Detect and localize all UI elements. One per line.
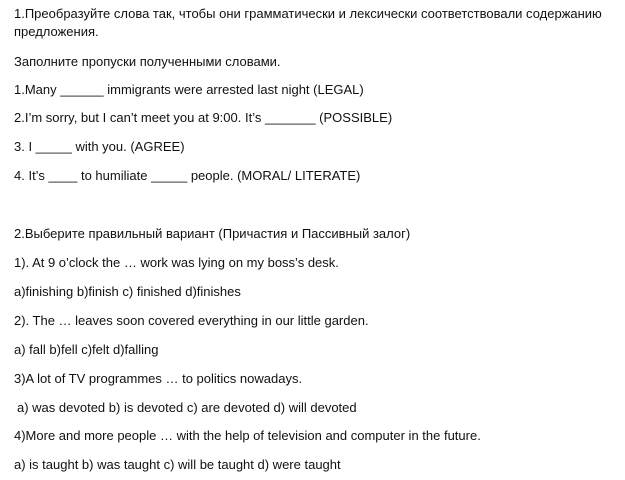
question-1: 1). At 9 o’clock the … work was lying on my boss’s desk. [14, 255, 339, 270]
section1-heading-line2: предложения. [14, 24, 99, 39]
question-1-options: a)finishing b)finish c) finished d)finishes [14, 284, 241, 299]
section1-instruction: Заполните пропуски полученными словами. [14, 54, 281, 69]
question-3-options: a) was devoted b) is devoted c) are devoted d) will devoted [17, 400, 357, 415]
exercise-item-1: 1.Many ______ immigrants were arrested last night (LEGAL) [14, 82, 364, 97]
question-4-options: a) is taught b) was taught c) will be taught d) were taught [14, 457, 341, 472]
question-3: 3)A lot of TV programmes … to politics nowadays. [14, 371, 303, 386]
question-2: 2). The … leaves soon covered everything in our little garden. [14, 313, 369, 328]
exercise-item-4: 4. It’s ____ to humiliate _____ people. (MORAL/ LITERATE) [14, 168, 361, 183]
exercise-item-2: 2.I’m sorry, but I can’t meet you at 9:00. It’s _______ (POSSIBLE) [14, 110, 393, 125]
exercise-item-3: 3. I _____ with you. (AGREE) [14, 139, 185, 154]
question-2-options: a) fall b)fell c)felt d)falling [14, 342, 159, 357]
question-4: 4)More and more people … with the help of television and computer in the future. [14, 428, 481, 443]
section2-heading: 2.Выберите правильный вариант (Причастия и Пассивный залог) [14, 226, 411, 241]
section1-heading-line1: 1.Преобразуйте слова так, чтобы они грамматически и лексически соответствовали содержанию [14, 6, 602, 21]
